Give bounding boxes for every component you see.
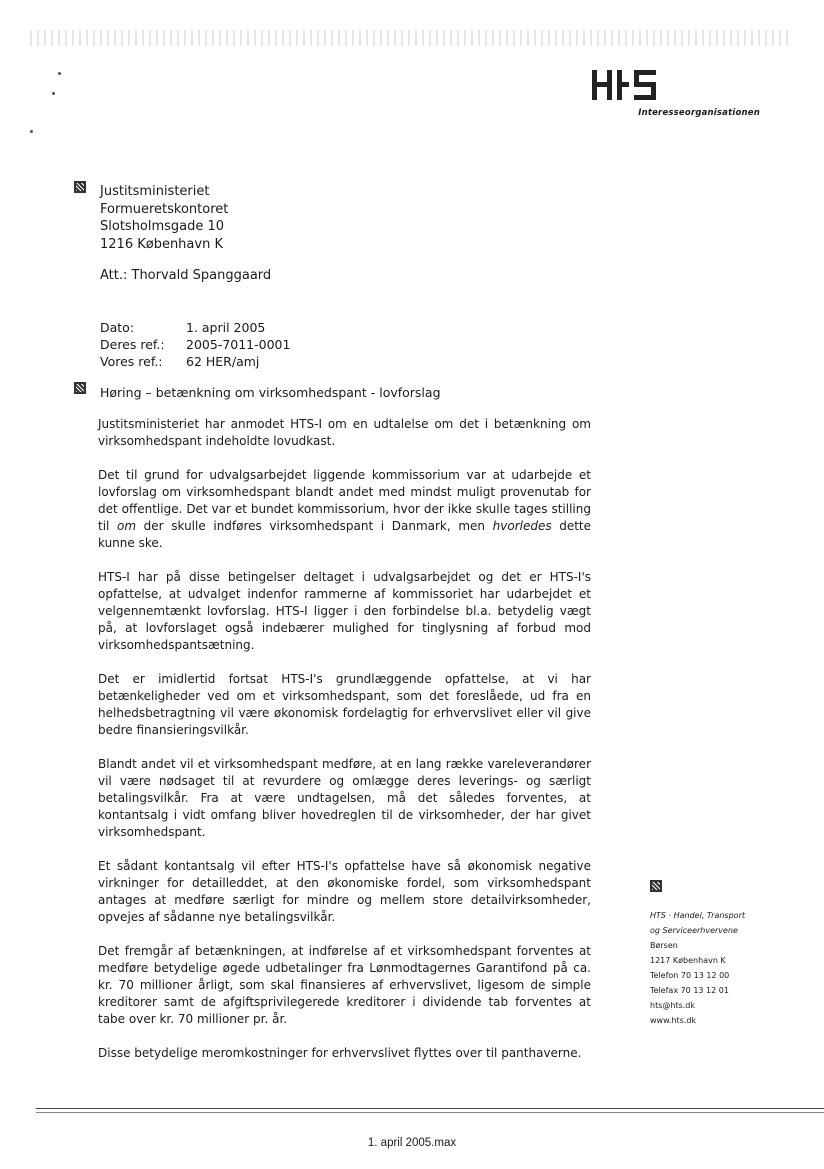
meta-row-our-ref bbox=[100, 353, 290, 370]
letter-body bbox=[98, 416, 591, 1079]
scan-speck bbox=[52, 92, 55, 95]
emphasis: om bbox=[117, 519, 137, 533]
meta-row-your-ref bbox=[100, 336, 290, 353]
sender-line: hts@hts.dk bbox=[650, 1001, 696, 1010]
scan-marker-icon bbox=[74, 382, 86, 394]
body-paragraph: Det fremgår af betænkningen, at indførelse af et virksomhedspant forventes at medføre betydelige øgede udbetalinger fra Lønmodtagernes Garantifond på ca. kr. 70 millioner årligt, som skal finansieres af erhvervslivet, ligesom de simple kreditorer samt de afgiftsprivilegerede kreditorer i dividende tab forventes at tabe over kr. 70 millioner pr. år. bbox=[98, 944, 591, 1026]
reference-block bbox=[100, 319, 290, 370]
address-line: Justitsministeriet bbox=[100, 184, 210, 199]
recipient-address bbox=[100, 183, 228, 253]
address-line: Formueretskontoret bbox=[100, 201, 229, 217]
meta-label: Vores ref.: bbox=[100, 354, 163, 369]
sender-line: Børsen bbox=[650, 941, 678, 950]
text-span: dette kunne ske. bbox=[98, 519, 592, 550]
sender-line: Telefon 70 13 12 00 bbox=[650, 971, 730, 980]
letter-subject: Høring – betænkning om virksomhedspant - lovforslag bbox=[100, 385, 441, 400]
footer-rule bbox=[36, 1112, 824, 1113]
body-paragraph: Disse betydelige meromkostninger for erhvervslivet flyttes over til panthaverne. bbox=[98, 1046, 582, 1060]
org-tagline: Interesseorganisationen bbox=[638, 108, 760, 118]
scan-speck bbox=[30, 130, 33, 133]
address-line: Slotsholmsgade 10 bbox=[100, 219, 225, 234]
text-span: der skulle indføres virksomhedspant i Danmark, men bbox=[136, 519, 493, 533]
sender-line: Telefax 70 13 12 01 bbox=[650, 986, 729, 995]
sender-line: HTS · Handel, Transport bbox=[650, 911, 745, 920]
meta-value: 2005-7011-0001 bbox=[186, 337, 291, 352]
meta-value: 62 HER/amj bbox=[186, 354, 260, 369]
sender-line: www.hts.dk bbox=[650, 1016, 697, 1025]
attention-line: Att.: Thorvald Spanggaard bbox=[100, 268, 272, 283]
emphasis: hvorledes bbox=[492, 519, 552, 533]
body-paragraph: Det er imidlertid fortsat HTS-I's grundlæggende opfattelse, at vi har betænkeligheder ved om et virksomhedspant, som det foreslåede, ud fra en helhedsbetragtning vil være økonomisk fordelagtig for erhvervslivet eller vil give bedre finansieringsvilkår. bbox=[98, 672, 591, 737]
hts-logo-icon bbox=[590, 68, 660, 104]
text-span: Det til grund for udvalgsarbejdet liggende kommissorium var at udarbejde et lovforslag om virksomhedspant blandt andet med mindst muligt provenutab for det offentlige. Det var et bundet kommissorium, hvor der ikke skulle tages stilling til bbox=[98, 468, 591, 533]
scan-speck bbox=[58, 72, 61, 75]
body-paragraph: Justitsministeriet har anmodet HTS-I om en udtalelse om det i betænkning om virksomhedspant indeholdte lovudkast. bbox=[98, 417, 591, 448]
sender-line: 1217 København K bbox=[650, 956, 726, 965]
footer-rule bbox=[36, 1108, 824, 1109]
scan-marker-icon bbox=[650, 880, 662, 892]
meta-value: 1. april 2005 bbox=[186, 320, 266, 335]
meta-row-date bbox=[100, 319, 290, 336]
body-paragraph: Blandt andet vil et virksomhedspant medføre, at en lang række vareleverandører vil være nødsaget til at revurdere og omlægge deres leverings- og særligt betalingsvilkår. Fra at være undtagelsen, må det således forventes, at kontantsalg i vidt omfang bliver hovedreglen til de virksomheder, der har givet virksomhedspant. bbox=[98, 757, 591, 839]
address-line: 1216 København K bbox=[100, 236, 223, 252]
body-paragraph: HTS-I har på disse betingelser deltaget i udvalgsarbejdet og det er HTS-I's opfattelse, at udvalget indenfor rammerne af kommissoriet har udarbejdet et velgennemtænkt lovforslag. HTS-I ligger i den forbindelse bl.a. betydelig vægt på, at lovforslaget også indebærer mulighed for tinglysning af forbud mod virksomhedspantsætning. bbox=[98, 570, 591, 652]
scan-noise bbox=[30, 30, 790, 46]
body-paragraph: Et sådant kontantsalg vil efter HTS-I's opfattelse have så økonomisk negative virkninger for detailleddet, at den økonomiske fordel, som virksomhedspant antages at medføre særligt for mindre og mellem store detailvirksomheder, opvejes af sådanne nye betalingsvilkår. bbox=[98, 859, 591, 924]
meta-label: Dato: bbox=[100, 320, 135, 335]
scan-marker-icon bbox=[74, 181, 86, 193]
footer-filename: 1. april 2005.max bbox=[367, 1137, 457, 1149]
sender-line: og Serviceerhvervene bbox=[650, 926, 738, 935]
body-paragraph bbox=[98, 467, 591, 552]
meta-label: Deres ref.: bbox=[100, 337, 165, 352]
sender-block bbox=[650, 908, 745, 1028]
